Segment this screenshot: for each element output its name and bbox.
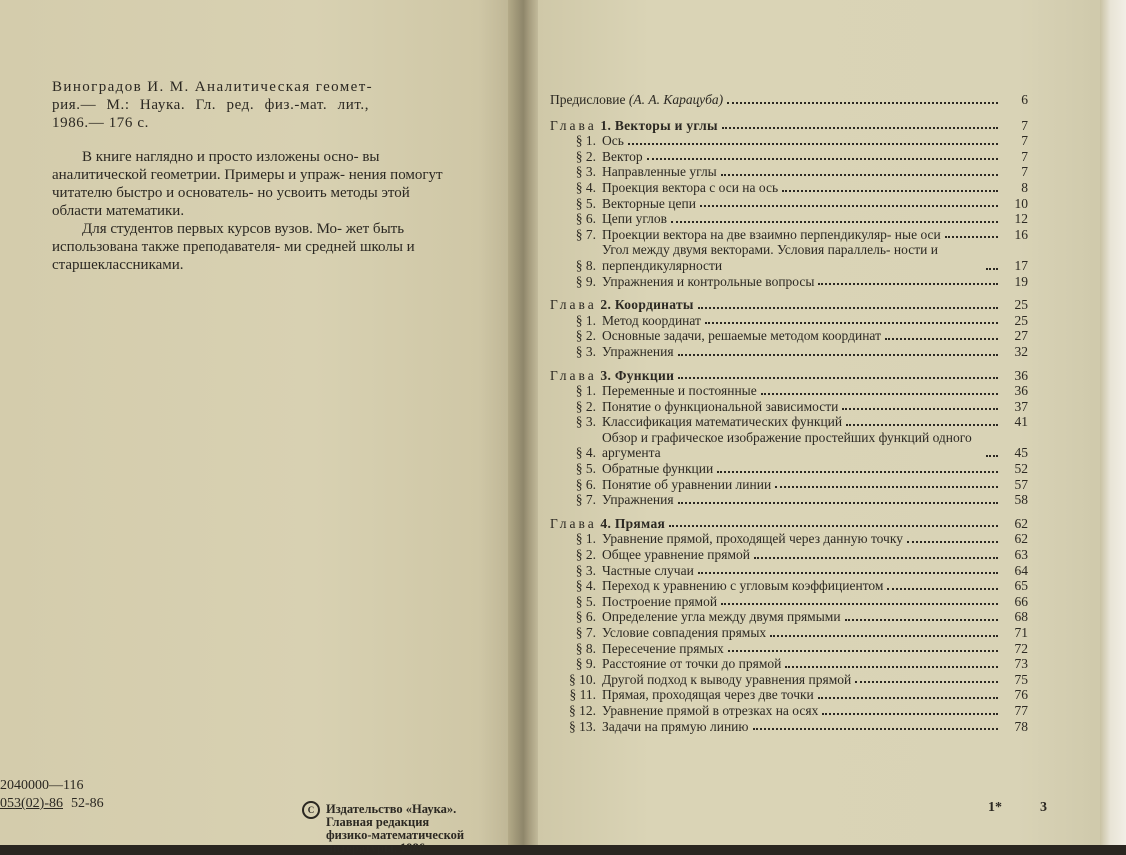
classification-code bbox=[0, 777, 104, 813]
section-title: Расстояние от точки до прямой bbox=[602, 656, 782, 672]
section-number: § 5. bbox=[575, 461, 596, 477]
section-title: Понятие о функциональной зависимости bbox=[602, 398, 839, 414]
leader-dots bbox=[628, 143, 998, 145]
chapter-word: Глава bbox=[550, 515, 597, 531]
section-number: § 8. bbox=[575, 640, 596, 656]
leader-dots bbox=[945, 236, 998, 238]
page-ref: 41 bbox=[1014, 414, 1028, 430]
leader-dots bbox=[698, 307, 998, 309]
page-ref: 7 bbox=[1021, 148, 1028, 164]
toc-item bbox=[550, 313, 1028, 329]
section-number: § 3. bbox=[575, 164, 596, 180]
leader-dots bbox=[722, 127, 998, 129]
leader-dots bbox=[907, 541, 998, 543]
page-ref: 7 bbox=[1021, 117, 1028, 133]
chapter-title: Векторы и углы bbox=[614, 117, 718, 133]
leader-dots bbox=[717, 471, 998, 473]
leader-dots bbox=[782, 190, 998, 192]
page-ref: 78 bbox=[1014, 718, 1028, 734]
chapter-number: 1. bbox=[600, 117, 612, 133]
book-gutter bbox=[508, 0, 542, 845]
section-number: § 8. bbox=[575, 257, 596, 273]
toc-item bbox=[550, 328, 1028, 344]
section-title: Обзор и графическое изображение простейших функций одного аргумента bbox=[602, 429, 972, 461]
page-ref: 32 bbox=[1014, 343, 1028, 359]
leader-dots bbox=[678, 354, 998, 356]
leader-dots bbox=[761, 393, 998, 395]
page-ref: 10 bbox=[1014, 195, 1028, 211]
section-title: Основные задачи, решаемые методом координат bbox=[602, 328, 881, 344]
section-title: Упражнения и контрольные вопросы bbox=[602, 273, 815, 289]
section-number: § 1. bbox=[575, 133, 596, 149]
preface-author: (А. А. Карацуба) bbox=[628, 92, 724, 107]
leader-dots bbox=[818, 283, 998, 285]
leader-dots bbox=[721, 603, 998, 605]
copyright-icon: C bbox=[302, 801, 320, 819]
toc-preface bbox=[550, 92, 1028, 108]
toc-item bbox=[550, 609, 1028, 625]
leader-dots bbox=[698, 572, 998, 574]
section-title: Частные случаи bbox=[602, 562, 694, 578]
leader-dots bbox=[842, 408, 998, 410]
section-title: Условие совпадения прямых bbox=[602, 625, 767, 640]
section-number: § 12. bbox=[569, 702, 596, 718]
section-title: Переход к уравнению с угловым коэффициентом bbox=[602, 578, 884, 594]
page-ref: 36 bbox=[1014, 367, 1028, 383]
section-title: Уравнение прямой в отрезках на осях bbox=[602, 702, 819, 718]
section-number: § 2. bbox=[575, 547, 596, 563]
leader-dots bbox=[647, 158, 998, 160]
leader-dots bbox=[727, 102, 998, 104]
section-number: § 13. bbox=[569, 718, 596, 734]
leader-dots bbox=[753, 728, 999, 730]
page-ref: 16 bbox=[1014, 226, 1028, 242]
section-number: § 4. bbox=[575, 179, 596, 195]
section-number: § 9. bbox=[575, 656, 596, 672]
toc-item bbox=[550, 383, 1028, 399]
chapter-word: Глава bbox=[550, 297, 597, 313]
page-number: 3 bbox=[1040, 800, 1047, 815]
section-title: Метод координат bbox=[602, 312, 701, 328]
toc-item bbox=[550, 672, 1028, 688]
section-title: Переменные и постоянные bbox=[602, 383, 757, 399]
toc-item bbox=[550, 242, 1028, 273]
page-ref: 64 bbox=[1014, 562, 1028, 578]
chapter-title: Координаты bbox=[614, 297, 694, 313]
section-number: § 1. bbox=[575, 531, 596, 547]
section-number: § 6. bbox=[575, 609, 596, 625]
page-edge bbox=[1100, 0, 1126, 845]
section-number: § 7. bbox=[575, 625, 596, 640]
annotation-para: В книге наглядно и просто изложены осно- вы аналитической геометрии. Примеры и упраж- нения помогут читателю быстро и основатель- но усвоить методы этой области математики. bbox=[52, 149, 443, 219]
toc-item bbox=[550, 492, 1028, 508]
chapter-title: Прямая bbox=[614, 515, 666, 531]
page-ref: 8 bbox=[1021, 179, 1028, 195]
toc-chapter bbox=[550, 368, 1028, 384]
page-ref: 58 bbox=[1014, 492, 1028, 508]
leader-dots bbox=[705, 322, 998, 324]
page-ref: 7 bbox=[1021, 164, 1028, 180]
toc-item bbox=[550, 563, 1028, 579]
page-ref: 65 bbox=[1014, 578, 1028, 594]
section-title: Цепи углов bbox=[602, 211, 668, 227]
section-title: Уравнение прямой, проходящей через данную точку bbox=[602, 531, 903, 547]
section-title: Упражнения bbox=[602, 343, 674, 359]
toc-chapter bbox=[550, 297, 1028, 313]
leader-dots bbox=[728, 650, 998, 652]
page-ref: 62 bbox=[1014, 531, 1028, 547]
section-title: Другой подход к выводу уравнения прямой bbox=[602, 671, 852, 687]
chapter-word: Глава bbox=[550, 367, 597, 383]
chapter-number: 3. bbox=[600, 367, 612, 383]
toc-item bbox=[550, 703, 1028, 719]
section-title: Задачи на прямую линию bbox=[602, 718, 749, 734]
toc-item bbox=[550, 149, 1028, 165]
page-ref: 12 bbox=[1014, 211, 1028, 227]
section-title: Векторные цепи bbox=[602, 195, 696, 211]
section-title: Проекции вектора на две взаимно перпендикуляр- ные оси bbox=[602, 226, 941, 242]
toc-item bbox=[550, 641, 1028, 657]
annotation-para: Для студентов первых курсов вузов. Мо- жет быть использована также преподавателя- ми средней школы и старшеклассниками. bbox=[52, 221, 415, 273]
leader-dots bbox=[855, 681, 998, 683]
toc-item bbox=[550, 227, 1028, 243]
code-line-2a: 053(02)-86 bbox=[0, 796, 63, 811]
leader-dots bbox=[818, 697, 998, 699]
page-ref: 72 bbox=[1014, 640, 1028, 656]
section-number: § 5. bbox=[575, 195, 596, 211]
chapter-title: Функции bbox=[614, 367, 675, 383]
toc-item bbox=[550, 461, 1028, 477]
page-ref: 73 bbox=[1014, 656, 1028, 672]
publisher-line: Издательство «Наука». bbox=[326, 802, 457, 816]
page-ref: 17 bbox=[1014, 257, 1028, 273]
page-ref: 19 bbox=[1014, 273, 1028, 289]
leader-dots bbox=[785, 666, 998, 668]
toc-item bbox=[550, 164, 1028, 180]
leader-dots bbox=[822, 713, 998, 715]
leader-dots bbox=[678, 377, 998, 379]
section-number: § 1. bbox=[575, 312, 596, 328]
leader-dots bbox=[754, 557, 998, 559]
page-ref: 25 bbox=[1014, 297, 1028, 313]
section-title: Ось bbox=[602, 133, 624, 149]
leader-dots bbox=[669, 525, 998, 527]
page-ref: 68 bbox=[1014, 609, 1028, 625]
chapter-number: 4. bbox=[600, 515, 612, 531]
section-title: Обратные функции bbox=[602, 461, 714, 477]
page-ref: 57 bbox=[1014, 476, 1028, 492]
page-ref: 71 bbox=[1014, 625, 1028, 640]
signature-mark: 1* bbox=[988, 800, 1002, 815]
page-ref: 75 bbox=[1014, 671, 1028, 687]
section-title: Определение угла между двумя прямыми bbox=[602, 609, 841, 625]
page-ref: 37 bbox=[1014, 398, 1028, 414]
page-ref: 52 bbox=[1014, 461, 1028, 477]
page-ref: 63 bbox=[1014, 547, 1028, 563]
section-number: § 4. bbox=[575, 578, 596, 594]
leader-dots bbox=[885, 338, 998, 340]
section-number: § 9. bbox=[575, 273, 596, 289]
section-title: Классификация математических функций bbox=[602, 414, 843, 430]
section-number: § 2. bbox=[575, 328, 596, 344]
bib-line: Виноградов И. М. Аналитическая геомет- bbox=[52, 79, 374, 95]
leader-dots bbox=[700, 205, 998, 207]
toc-item bbox=[550, 594, 1028, 610]
toc-item bbox=[550, 344, 1028, 360]
annotation bbox=[52, 148, 457, 274]
bib-line: 1986.— 176 с. bbox=[52, 115, 149, 131]
toc-item bbox=[550, 133, 1028, 149]
leader-dots bbox=[770, 635, 998, 637]
code-line-1: 2040000—116 bbox=[0, 778, 84, 793]
page-ref: 6 bbox=[1021, 92, 1028, 107]
publisher-imprint bbox=[304, 803, 514, 855]
publisher-line: физико-математической bbox=[326, 828, 465, 842]
section-number: § 4. bbox=[575, 445, 596, 461]
section-title: Угол между двумя векторами. Условия параллель- ности и перпендикулярности bbox=[602, 242, 938, 273]
leader-dots bbox=[678, 502, 998, 504]
toc-item bbox=[550, 211, 1028, 227]
page-ref: 7 bbox=[1021, 133, 1028, 149]
toc-item bbox=[550, 196, 1028, 212]
bib-line: рия.— М.: Наука. Гл. ред. физ.-мат. лит., bbox=[52, 97, 370, 113]
page-ref: 27 bbox=[1014, 328, 1028, 344]
toc-item bbox=[550, 399, 1028, 415]
section-number: § 11. bbox=[569, 687, 596, 703]
leader-dots bbox=[721, 174, 998, 176]
toc-item bbox=[550, 180, 1028, 196]
toc-item bbox=[550, 274, 1028, 290]
section-number: § 6. bbox=[575, 476, 596, 492]
toc-item bbox=[550, 578, 1028, 594]
toc-item bbox=[550, 531, 1028, 547]
section-number: § 5. bbox=[575, 593, 596, 609]
code-line-2b: 52-86 bbox=[71, 796, 104, 811]
preface-title: Предисловие bbox=[550, 92, 626, 107]
section-title: Проекция вектора с оси на ось bbox=[602, 179, 779, 195]
section-title: Пересечение прямых bbox=[602, 640, 724, 656]
leader-dots bbox=[887, 588, 998, 590]
section-title: Прямая, проходящая через две точки bbox=[602, 687, 814, 703]
toc-item bbox=[550, 547, 1028, 563]
page-ref: 25 bbox=[1014, 312, 1028, 328]
page-ref: 76 bbox=[1014, 687, 1028, 703]
page-ref: 45 bbox=[1014, 445, 1028, 461]
section-number: § 3. bbox=[575, 414, 596, 430]
toc-item bbox=[550, 625, 1028, 641]
section-title: Построение прямой bbox=[602, 593, 718, 609]
toc-chapter bbox=[550, 516, 1028, 532]
section-number: § 7. bbox=[575, 492, 596, 508]
toc-item bbox=[550, 719, 1028, 735]
section-number: § 3. bbox=[575, 343, 596, 359]
page-ref: 62 bbox=[1014, 515, 1028, 531]
page-ref: 36 bbox=[1014, 383, 1028, 399]
leader-dots bbox=[986, 455, 998, 457]
section-title: Общее уравнение прямой bbox=[602, 547, 750, 563]
section-number: § 1. bbox=[575, 383, 596, 399]
toc-item bbox=[550, 687, 1028, 703]
chapter-number: 2. bbox=[600, 297, 612, 313]
toc-item bbox=[550, 430, 1028, 461]
section-number: § 7. bbox=[575, 226, 596, 242]
section-title: Понятие об уравнении линии bbox=[602, 476, 772, 492]
leader-dots bbox=[846, 424, 998, 426]
table-of-contents bbox=[550, 92, 1028, 734]
section-number: § 6. bbox=[575, 211, 596, 227]
publisher-line: Главная редакция bbox=[326, 815, 430, 829]
section-number: § 2. bbox=[575, 148, 596, 164]
toc-item bbox=[550, 477, 1028, 493]
bibliographic-record bbox=[52, 78, 452, 132]
page-ref: 66 bbox=[1014, 593, 1028, 609]
chapter-word: Глава bbox=[550, 117, 597, 133]
section-title: Вектор bbox=[602, 148, 643, 164]
section-title: Направленные углы bbox=[602, 164, 717, 180]
toc-item bbox=[550, 414, 1028, 430]
section-number: § 10. bbox=[569, 671, 596, 687]
section-number: § 2. bbox=[575, 398, 596, 414]
leader-dots bbox=[986, 268, 998, 270]
toc-item bbox=[550, 656, 1028, 672]
left-page bbox=[0, 0, 520, 855]
section-title: Упражнения bbox=[602, 492, 674, 508]
section-number: § 3. bbox=[575, 562, 596, 578]
toc-chapter bbox=[550, 118, 1028, 134]
leader-dots bbox=[671, 221, 998, 223]
publisher-line: литературы, 1986 bbox=[326, 841, 425, 855]
leader-dots bbox=[845, 619, 998, 621]
page-ref: 77 bbox=[1014, 702, 1028, 718]
leader-dots bbox=[775, 486, 998, 488]
